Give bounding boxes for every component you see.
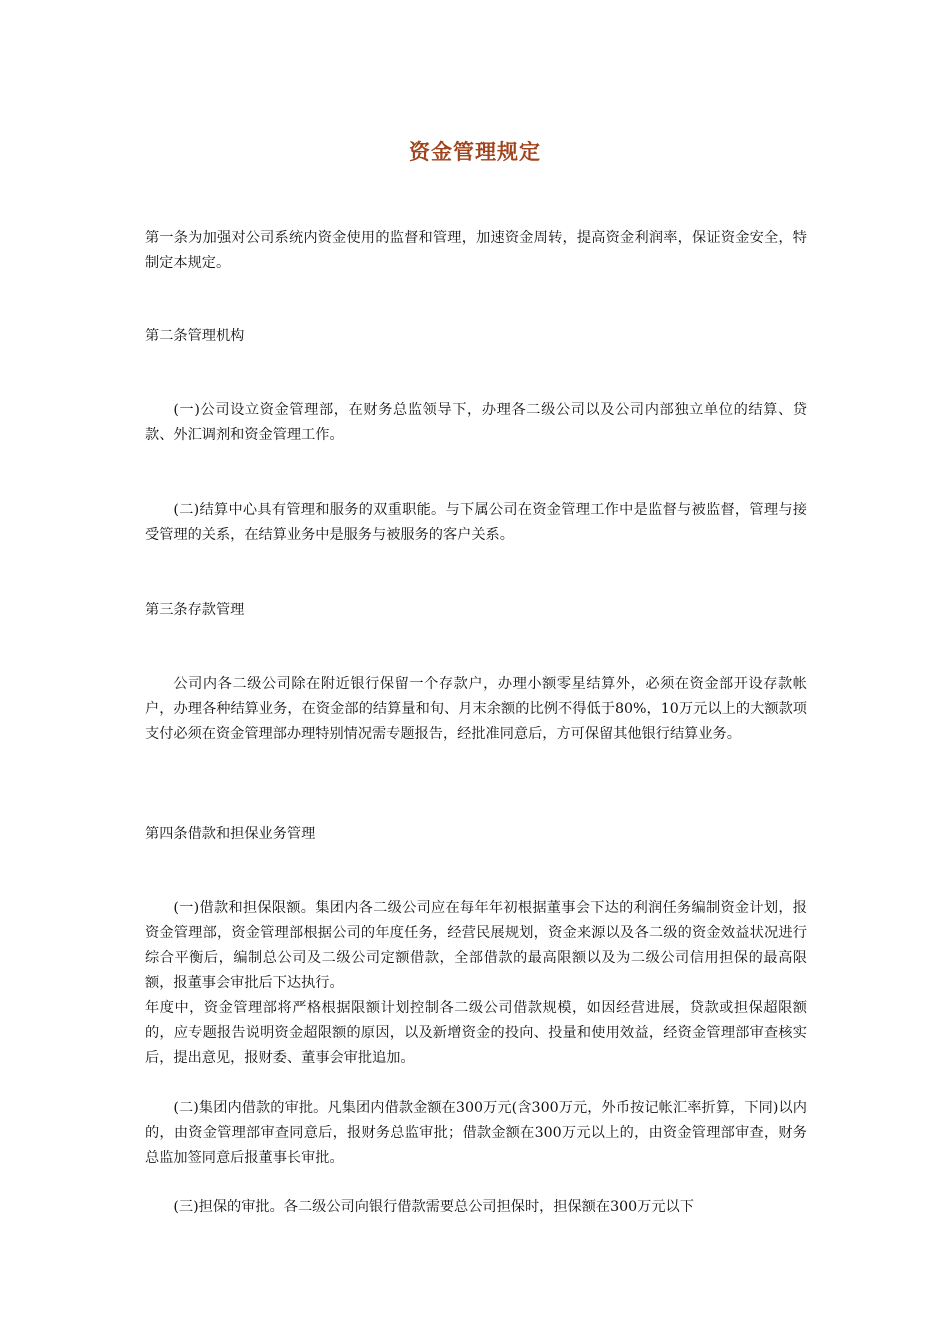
article-4-item-3: (三)担保的审批。各二级公司向银行借款需要总公司担保时，担保额在300万元以下: [173, 1199, 694, 1215]
article-3-heading: 第三条存款管理: [145, 602, 245, 618]
article-4-item-1: (一)借款和担保限额。集团内各二级公司应在每年年初根据董事会下达的利润任务编制资金计划，报资金管理部，资金管理部根据公司的年度任务，经营民展规划，资金来源以及各二级的资金效益状况进行综合平衡后，编制总公司及二级公司定额借款，全部借款的最高限额以及为二级公司信用担保的最高限额，报董事会审批后下达执行。: [145, 900, 807, 991]
article-3-text: 公司内各二级公司除在附近银行保留一个存款户，办理小额零星结算外，必须在资金部开设存款帐户，办理各种结算业务，在资金部的结算量和旬、月末余额的比例不得低于80%，10万元以上的大额款项支付必须在资金管理部办理特别情况需专题报告，经批准同意后，方可保留其他银行结算业务。: [145, 676, 807, 742]
article-2-item-2: (二)结算中心具有管理和服务的双重职能。与下属公司在资金管理工作中是监督与被监督，管理与接受管理的关系，在结算业务中是服务与被服务的客户关系。: [145, 502, 807, 543]
article-1-text: 第一条为加强对公司系统内资金使用的监督和管理，加速资金周转，提高资金利润率，保证资金安全，特制定本规定。: [145, 230, 807, 271]
article-2-heading: 第二条管理机构: [145, 328, 245, 344]
article-2-item-1: (一)公司设立资金管理部，在财务总监领导下，办理各二级公司以及公司内部独立单位的结算、贷款、外汇调剂和资金管理工作。: [145, 402, 807, 443]
article-4-heading: 第四条借款和担保业务管理: [145, 826, 316, 842]
article-4-item-1-continued: 年度中，资金管理部将严格根据限额计划控制各二级公司借款规模，如因经营进展，贷款或担保超限额的，应专题报告说明资金超限额的原因，以及新增资金的投向、投量和使用效益，经资金管理部审查核实后，提出意见，报财委、董事会审批追加。: [145, 1000, 807, 1066]
article-4-item-2: (二)集团内借款的审批。凡集团内借款金额在300万元(含300万元，外币按记帐汇率折算，下同)以内的，由资金管理部审查同意后，报财务总监审批；借款金额在300万元以上的，由资金管理部审查，财务总监加签同意后报董事长审批。: [145, 1100, 807, 1166]
document-title: 资金管理规定: [409, 139, 541, 164]
